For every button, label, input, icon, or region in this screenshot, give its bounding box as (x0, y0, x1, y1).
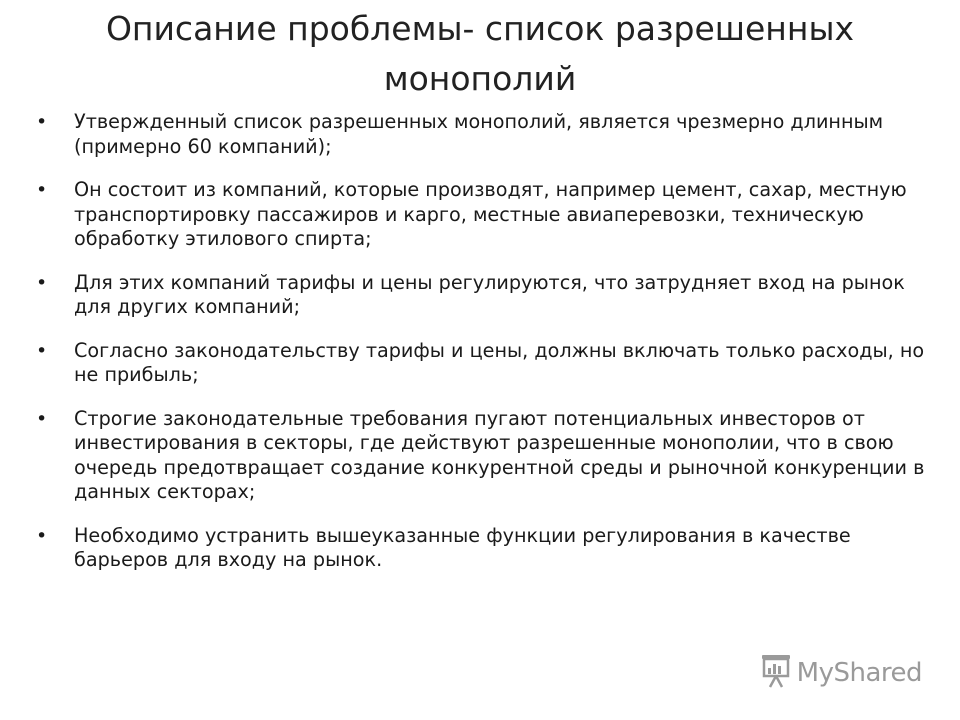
bullet-text: Необходимо устранить вышеуказанные функции регулирования в качестве барьеров для входу на рынок. (74, 523, 851, 571)
watermark-logo (761, 654, 922, 692)
bullet-item (32, 407, 932, 505)
bullet-item (32, 271, 932, 320)
bullet-text: Утвержденный список разрешенных монополий, является чрезмерно длинным (примерно 60 компаний); (74, 110, 884, 158)
bullet-list (32, 110, 932, 592)
bullet-text: Для этих компаний тарифы и цены регулируются, что затрудняет вход на рынок для других компаний; (74, 270, 905, 318)
bullet-item (32, 524, 932, 573)
bullet-text: Он состоит из компаний, которые производят, например цемент, сахар, местную транспортировку пассажиров и карго, местные авиаперевозки, техническую обработку этилового спирта; (74, 178, 907, 250)
bullet-marker: • (36, 339, 48, 362)
bullet-item (32, 178, 932, 252)
bullet-marker: • (36, 111, 48, 133)
slide-title: Описание проблемы- список разрешенных монополий (105, 9, 855, 98)
bullet-text: Согласно законодательству тарифы и цены, должны включать только расходы, но не прибыль; (74, 338, 925, 386)
bullet-item (32, 339, 932, 388)
bullet-marker: • (36, 271, 48, 294)
watermark-text: MyShared (796, 658, 922, 688)
bullet-marker: • (36, 407, 48, 430)
bullet-marker: • (36, 179, 48, 201)
bullet-text: Строгие законодательные требования пугают потенциальных инвесторов от инвестирования в секторы, где действуют разрешенные монополии, что в свою очередь предотвращает создание конкурентной среды и рыночной конкуренции в данных секторах; (74, 406, 925, 503)
bullet-item (32, 110, 932, 159)
bullet-marker: • (36, 524, 48, 547)
presentation-board-icon (761, 654, 791, 692)
